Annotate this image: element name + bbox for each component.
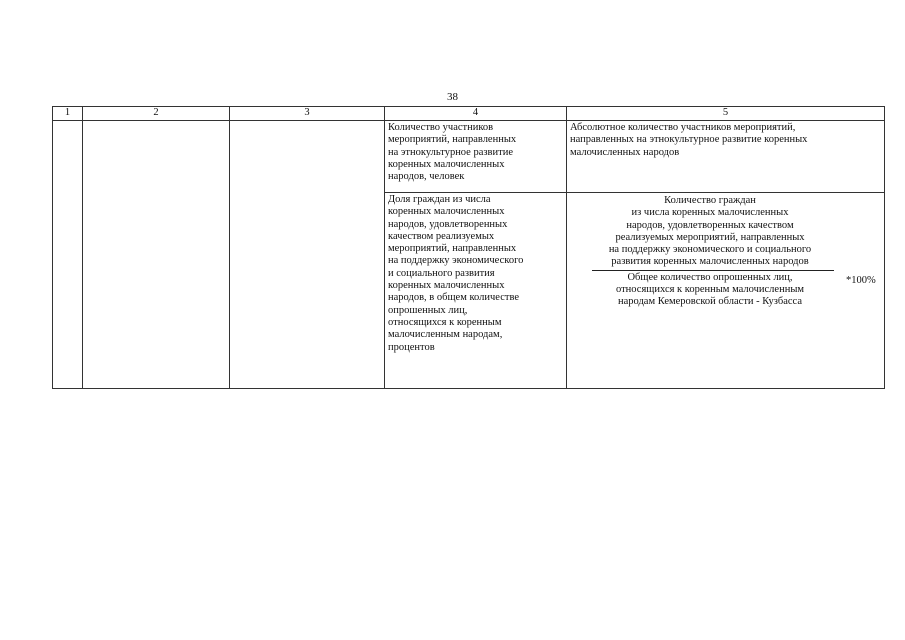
column-number-5: 5 [567,107,885,121]
calculation-method: Абсолютное количество участников мероприятий, направленных на этнокультурное развитие коренных малочисленных народов [570,122,808,158]
column-number-4: 4 [385,107,567,121]
column-number-1: 1 [53,107,83,121]
row-cell-col1 [53,121,83,389]
row-cell-col3 [230,121,385,389]
row-cell-col2 [83,121,230,389]
indicator-table [52,106,885,389]
column-number-2: 2 [83,107,230,121]
formula-numerator: Количество граждан из числа коренных малочисленных народов, удовлетворенных качеством реализуемых мероприятий, направленных на поддержку экономического и социального развития коренных малочисленных народов [608,195,812,268]
calculation-formula [580,195,876,309]
table-row [53,121,885,193]
page-number: 38 [447,91,458,103]
indicator-name-cell [385,193,567,389]
column-number-row [53,107,885,121]
indicator-name-cell [385,121,567,193]
formula-denominator: Общее количество опрошенных лиц, относящихся к коренным малочисленным народам Кемеровской области - Кузбасса [615,271,805,308]
calculation-method-cell [567,121,885,193]
calculation-formula-cell [567,193,885,389]
formula-multiplier: *100% [846,275,876,286]
indicator-name: Количество участников мероприятий, направленных на этнокультурное развитие коренных малочисленных народов, человек [388,122,517,183]
column-number-3: 3 [230,107,385,121]
indicator-name: Доля граждан из числа коренных малочисленных народов, удовлетворенных качеством реализуемых мероприятий, направленных на поддержку экономического и социального развития коренных малочисленных народов, в общем количестве опрошенных лиц, относящихся к коренным малочисленным народам, процентов [388,194,524,353]
